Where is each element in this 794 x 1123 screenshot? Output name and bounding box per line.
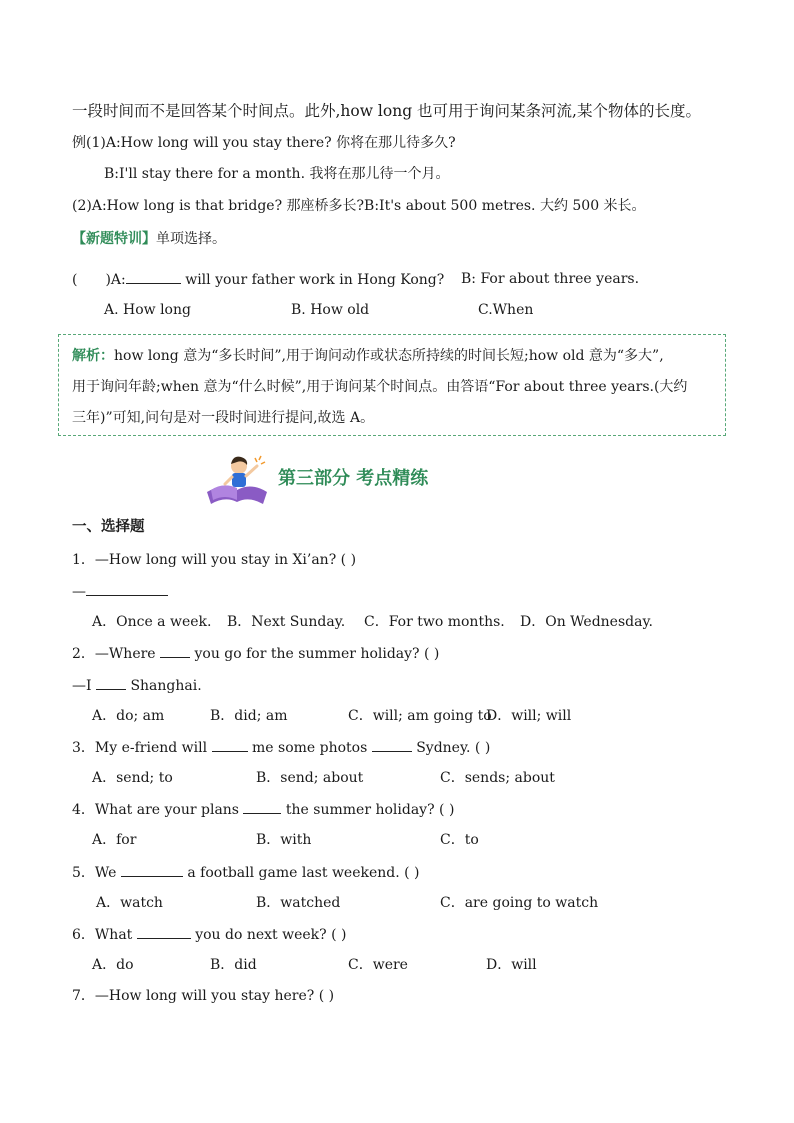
q2-reply-pre: —I: [72, 678, 92, 694]
training-option-c[interactable]: C.When: [478, 302, 534, 318]
training-heading: [72, 229, 226, 249]
question-text: will your father work in Hong Kong?: [185, 272, 445, 288]
q2-option-b[interactable]: B．did; am: [210, 708, 288, 724]
q2-option-d[interactable]: D．will; will: [486, 708, 572, 724]
q5-text-post: a football game last weekend. ( ): [187, 865, 420, 881]
q4-text-pre: 4．What are your plans: [72, 802, 239, 818]
q3-text-pre: 3．My e-friend will: [72, 740, 208, 756]
training-option-a[interactable]: A. How long: [104, 302, 191, 318]
training-question: [72, 269, 444, 290]
question-5: [72, 862, 420, 883]
q3-text-mid: me some photos: [252, 740, 368, 756]
q6-text-post: you do next week? ( ): [195, 927, 347, 943]
q2-blank[interactable]: [160, 643, 190, 658]
q3-option-c[interactable]: C．sends; about: [440, 770, 555, 786]
q6-blank[interactable]: [137, 924, 191, 939]
question-7: 7．—How long will you stay here? ( ): [72, 988, 335, 1004]
analysis-label: 解析：: [72, 348, 114, 364]
q1-option-a[interactable]: A．Once a week.: [92, 614, 212, 630]
analysis-line-3: 三年)”可知,问句是对一段时间进行提问,故选 A。: [72, 410, 375, 426]
answer-paren-left: (: [72, 272, 78, 288]
q6-option-c[interactable]: C．were: [348, 957, 408, 973]
question-6: [72, 924, 347, 945]
q2-text-pre: 2．—Where: [72, 646, 156, 662]
reading-boy-icon: [203, 452, 271, 508]
q5-option-a[interactable]: A．watch: [96, 895, 163, 911]
q6-option-b[interactable]: B．did: [210, 957, 257, 973]
q1-option-d[interactable]: D．On Wednesday.: [520, 614, 653, 630]
q3-blank-1[interactable]: [212, 737, 248, 752]
training-answer: B: For about three years.: [461, 271, 640, 287]
q4-blank[interactable]: [243, 799, 281, 814]
q4-text-post: the summer holiday? ( ): [285, 802, 455, 818]
training-instruction: 单项选择。: [156, 231, 226, 247]
q2-reply-post: Shanghai.: [130, 678, 202, 694]
q4-option-c[interactable]: C．to: [440, 832, 479, 848]
q2-option-c[interactable]: C．will; am going to: [348, 708, 492, 724]
q5-blank[interactable]: [121, 862, 183, 877]
example-1b: B:I'll stay there for a month. 我将在那儿待一个月。: [104, 166, 450, 182]
section-title: 第三部分 考点精练: [278, 468, 429, 489]
q2-text-post: you go for the summer holiday? ( ): [194, 646, 440, 662]
question-1: 1．—How long will you stay in Xi’an? ( ): [72, 552, 357, 568]
q5-option-c[interactable]: C．are going to watch: [440, 895, 599, 911]
example-2: (2)A:How long is that bridge? 那座桥多长?B:It's about 500 metres. 大约 500 米长。: [72, 198, 646, 214]
q1-option-c[interactable]: C．For two months.: [364, 614, 505, 630]
question-4: [72, 799, 454, 820]
q2-reply-blank[interactable]: [96, 675, 126, 690]
q3-option-b[interactable]: B．send; about: [256, 770, 364, 786]
answer-blank[interactable]: [126, 269, 181, 284]
q5-option-b[interactable]: B．watched: [256, 895, 341, 911]
training-option-b[interactable]: B. How old: [291, 302, 370, 318]
reply-blank[interactable]: [86, 581, 168, 596]
analysis-line-1: [72, 346, 664, 366]
q3-option-a[interactable]: A．send; to: [92, 770, 173, 786]
q1-option-b[interactable]: B．Next Sunday.: [227, 614, 346, 630]
reply-dash: —: [72, 584, 86, 600]
section-heading: 一、选择题: [72, 519, 145, 535]
q3-text-post: Sydney. ( ): [416, 740, 491, 756]
q6-option-d[interactable]: D．will: [486, 957, 537, 973]
intro-line-1: 一段时间而不是回答某个时间点。此外,how long 也可用于询问某条河流,某个物体的长度。: [72, 102, 701, 120]
q2-option-a[interactable]: A．do; am: [92, 708, 165, 724]
analysis-text-1: how long 意为“多长时间”,用于询问动作或状态所持续的时间长短;how old 意为“多大”,: [114, 348, 664, 364]
q4-option-a[interactable]: A．for: [92, 832, 137, 848]
question-3: [72, 737, 490, 758]
question-label: )A:: [105, 272, 126, 288]
q6-option-a[interactable]: A．do: [92, 957, 134, 973]
q4-option-b[interactable]: B．with: [256, 832, 312, 848]
q5-text-pre: 5．We: [72, 865, 117, 881]
question-1-reply: [72, 581, 168, 602]
question-2-reply: [72, 675, 202, 696]
example-1a: 例(1)A:How long will you stay there? 你将在那儿待多久?: [72, 135, 456, 151]
question-2: [72, 643, 439, 664]
q6-text-pre: 6．What: [72, 927, 133, 943]
training-tag: 【新题特训】: [72, 231, 156, 247]
q3-blank-2[interactable]: [372, 737, 412, 752]
analysis-line-2: 用于询问年龄;when 意为“什么时候”,用于询问某个时间点。由答语“For about three years.(大约: [72, 379, 688, 395]
